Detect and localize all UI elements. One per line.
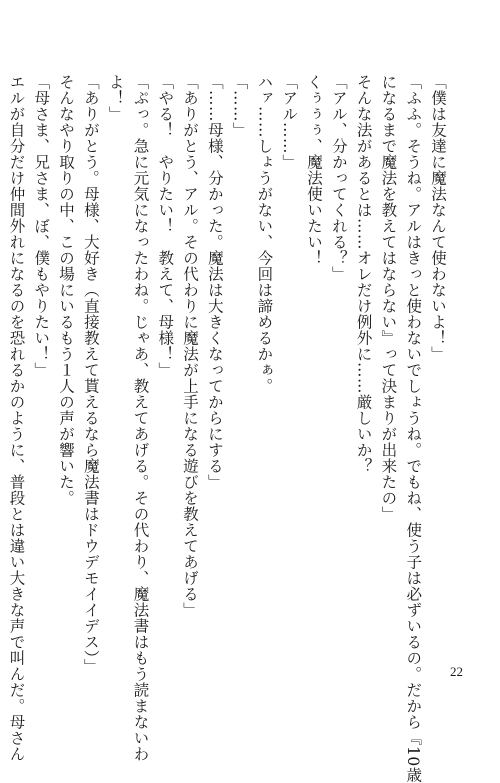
text-line: 「……母様、分かった。魔法は大きくなってからにする」 <box>205 74 224 490</box>
text-line: 「ふふ。そうね。アルはきっと使わないでしょうね。でもね、使う子は必ずいるの。だから『10歳 <box>404 74 423 783</box>
text-line: そんなやり取りの中、この場にいるもう１人の声が響いた。 <box>57 74 76 506</box>
text-line: になるまで魔法を教えてはならない』って決まりが出来たの」 <box>379 74 398 522</box>
text-line: 「アル……」 <box>280 74 299 170</box>
text-line: くぅぅぅ、魔法使いたい！ <box>305 74 324 266</box>
text-line: 「ありがとう。母様、大好き（直接教えて貰えるなら魔法書はドウデモイイデス）」 <box>81 74 100 675</box>
text-line: 「僕は友達に魔法なんて使わないよ！」 <box>429 74 447 362</box>
vertical-text-block <box>4 74 450 783</box>
text-line: ハァ……しょうがない、今回は諦めるかぁ。 <box>255 74 274 394</box>
text-line: 「アル、分かってくれる？」 <box>329 74 348 282</box>
page-number: 22 <box>450 664 463 679</box>
text-line: そんな法があるとは……オレだけ例外に……厳しいか？ <box>354 74 373 474</box>
text-line: 「やる！ やりたい！ 教えて、母様！」 <box>156 74 175 378</box>
text-line: エルが自分だけ仲間外れになるのを恐れるかのように、普段とは違い大きな声で叫んだ。母さん <box>7 74 26 762</box>
text-line: 「母さま、兄さま、ぼ、僕もやりたい！」 <box>32 74 51 378</box>
text-line: 「ありがとう、アル。その代わりに魔法が上手になる遊びを教えてあげる」 <box>181 74 200 618</box>
text-line: 「ぷっ。急に元気になったわね。じゃあ、教えてあげる。その代わり、魔法書はもう読まないわ <box>131 74 150 762</box>
text-line: 「……」 <box>230 74 249 138</box>
text-line: よ！」 <box>106 74 125 122</box>
